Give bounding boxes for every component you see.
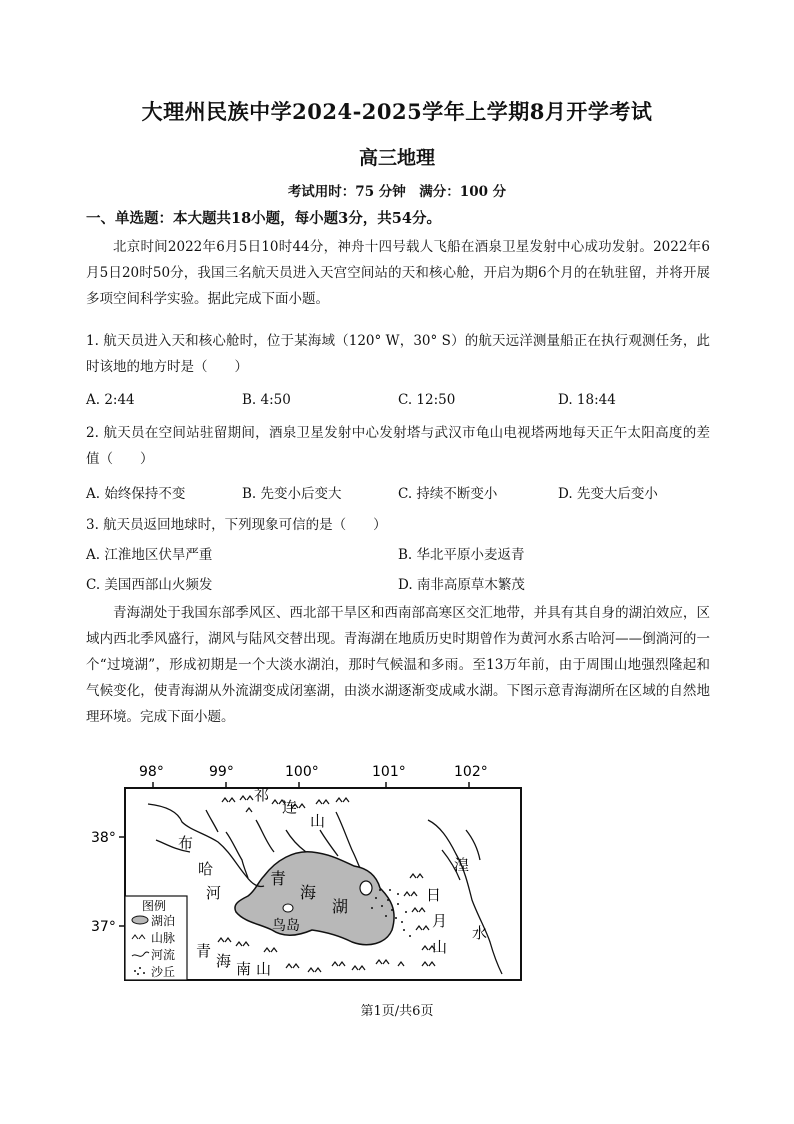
question-3-stem: 3. 航天员返回地球时，下列现象可信的是（ ） — [86, 517, 387, 533]
label-lake-hu: 湖 — [332, 897, 349, 916]
label-lian: 连 — [282, 798, 298, 816]
lon-label-98: 98° — [139, 764, 164, 780]
label-qh-hai: 海 — [216, 952, 232, 970]
qinghai-lake-paragraph: 青海湖处于我国东部季风区、西北部干旱区和西南部高寒区交汇地带，并具有其自身的湖泊效应，区域内西北季风盛行，湖风与陆风交替出现。青海湖在地质历史时期曾作为黄河水系古哈河——倒淌河的一个“过境湖”，形成初期是一个大淡水湖泊，那时气候温和多雨。至13万年前，由于周围山地强烈隆起和气候变化，使青海湖从外流湖变成闭塞湖，由淡水湖逐渐变成咸水湖。下图示意青海湖所在区域的自然地理环境。完成下面小题。 — [86, 605, 710, 725]
legend-mountain-label: 山脉 — [151, 931, 176, 945]
q1-option-b: B. 4:50 — [242, 392, 291, 408]
lat-label-38: 38° — [91, 830, 116, 846]
exam-info: 考试用时：75 分钟 满分：100 分 — [287, 184, 507, 200]
label-ha: 哈 — [198, 860, 214, 878]
exam-title: 大理州民族中学2024-2025学年上学期8月开学考试 — [141, 99, 653, 124]
lat-label-37: 37° — [91, 919, 116, 935]
legend-dune-label: 沙丘 — [151, 965, 176, 979]
qinghai-lake-map — [86, 760, 526, 982]
q2-option-b: B. 先变小后变大 — [242, 486, 342, 502]
lon-label-102: 102° — [454, 764, 488, 780]
label-lake-hai: 海 — [300, 883, 317, 902]
label-qh-shan: 山 — [256, 960, 272, 978]
intro-paragraph: 北京时间2022年6月5日10时44分，神舟十四号载人飞船在酒泉卫星发射中心成功发射。2022年6月5日20时50分，我国三名航天员进入天宫空间站的天和核心舱，开启为期6个月的在轨驻留，并将开展多项空间科学实验。据此完成下面小题。 — [86, 239, 710, 307]
label-yue: 月 — [432, 912, 448, 930]
q3-option-d: D. 南非高原草木繁茂 — [398, 577, 525, 593]
q2-option-d: D. 先变大后变小 — [558, 486, 658, 502]
label-qh-nan: 南 — [236, 960, 252, 978]
legend-lake-label: 湖泊 — [151, 914, 176, 928]
exam-subject: 高三地理 — [358, 147, 435, 169]
q3-option-a: A. 江淮地区伏旱严重 — [86, 547, 213, 563]
q2-option-a: A. 始终保持不变 — [86, 486, 186, 502]
label-shan-qilian: 山 — [310, 812, 326, 830]
label-lake-qing: 青 — [270, 869, 287, 888]
map-legend — [125, 896, 187, 980]
lon-label-101: 101° — [372, 764, 406, 780]
q1-option-a: A. 2:44 — [86, 392, 135, 408]
label-he: 河 — [206, 884, 222, 902]
question-2-stem: 2. 航天员在空间站驻留期间，酒泉卫星发射中心发射塔与武汉市龟山电视塔两地每天正午太阳高度的差值（ ） — [86, 425, 710, 467]
question-1-stem: 1. 航天员进入天和核心舱时，位于某海域（120° W，30° S）的航天远洋测量船正在执行观测任务，此时该地的地方时是（ ） — [86, 333, 710, 375]
label-qh-qing: 青 — [196, 942, 212, 960]
label-bu: 布 — [178, 834, 194, 852]
page-number: 第1页/共6页 — [360, 1004, 434, 1019]
legend-river-label: 河流 — [151, 948, 176, 962]
q1-option-d: D. 18:44 — [558, 392, 616, 408]
lon-label-100: 100° — [285, 764, 319, 780]
legend-title: 图例 — [142, 899, 167, 913]
label-qi: 祁 — [254, 786, 270, 804]
q3-option-b: B. 华北平原小麦返青 — [398, 547, 525, 563]
label-huang: 湟 — [454, 856, 470, 874]
label-shan-riyue: 山 — [432, 938, 448, 956]
legend-lake-swatch — [132, 916, 148, 924]
bird-island-shape — [283, 904, 293, 912]
section-heading: 一、单选题：本大题共18小题，每小题3分，共54分。 — [86, 210, 441, 227]
label-ri: 日 — [426, 886, 442, 904]
label-bird-island: 鸟岛 — [272, 918, 300, 934]
label-shui: 水 — [472, 924, 488, 942]
q3-option-c: C. 美国西部山火频发 — [86, 577, 213, 593]
lon-label-99: 99° — [209, 764, 234, 780]
sub-lake-shape — [360, 881, 372, 895]
q2-option-c: C. 持续不断变小 — [398, 486, 498, 502]
q1-option-c: C. 12:50 — [398, 392, 456, 408]
